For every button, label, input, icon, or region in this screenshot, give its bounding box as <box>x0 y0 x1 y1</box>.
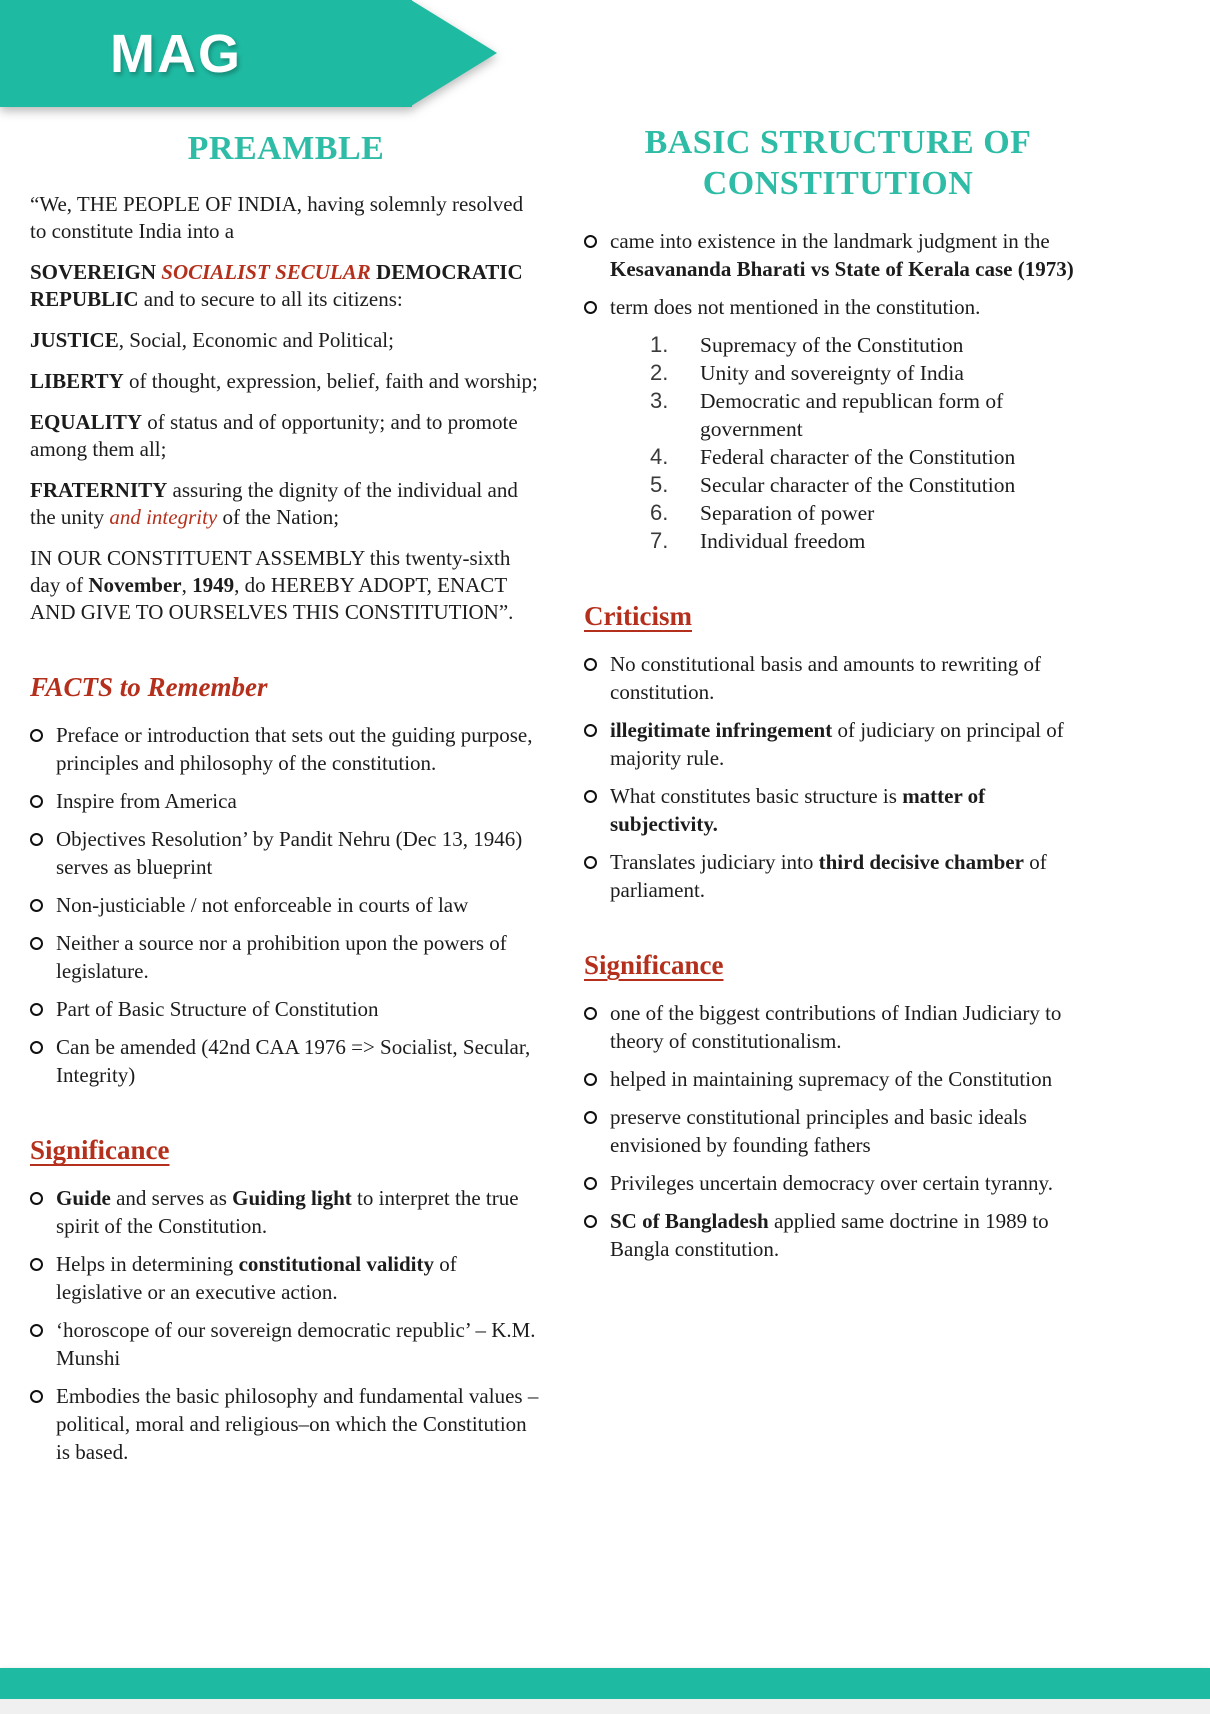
list-item-text: came into existence in the landmark judgment in the Kesavananda Bharati vs State of Kerala case (1973) <box>610 228 1074 281</box>
numbered-list-item <box>650 499 1092 527</box>
list-item-text: Can be amended (42nd CAA 1976 => Socialist, Secular, Integrity) <box>56 1035 536 1088</box>
list-item <box>30 787 542 815</box>
list-item-text: Non-justiciable / not enforceable in courts of law <box>56 893 469 918</box>
paragraph: LIBERTY of thought, expression, belief, faith and worship; <box>30 369 538 394</box>
list-item-text: ‘horoscope of our sovereign democratic republic’ – K.M. Munshi <box>56 1318 541 1371</box>
list-item-text: No constitutional basis and amounts to rewriting of constitution. <box>610 651 1047 704</box>
list-item-text: one of the biggest contributions of Indian Judiciary to theory of constitutionalism. <box>610 1000 1067 1053</box>
basic-structure-numbered-list <box>650 331 1092 555</box>
criticism-bullet-list <box>584 650 1092 904</box>
circle-bullet-icon <box>30 795 43 808</box>
circle-bullet-icon <box>30 833 43 846</box>
right-significance-bullet-list <box>584 999 1092 1263</box>
list-item-text: What constitutes basic structure is matter of subjectivity. <box>610 783 991 836</box>
circle-bullet-icon <box>30 1324 43 1337</box>
list-item <box>584 1103 1092 1159</box>
list-item-text: term does not mentioned in the constitution. <box>610 294 981 319</box>
circle-bullet-icon <box>30 729 43 742</box>
list-item-text: Individual freedom <box>700 528 866 553</box>
paragraph: FRATERNITY assuring the dignity of the individual and the unity and integrity of the Nation; <box>30 478 524 530</box>
list-item <box>584 999 1092 1055</box>
circle-bullet-icon <box>584 301 597 314</box>
facts-bullet-list <box>30 721 542 1089</box>
list-item-number: 6. <box>650 499 669 525</box>
circle-bullet-icon <box>30 937 43 950</box>
circle-bullet-icon <box>584 1215 597 1228</box>
circle-bullet-icon <box>30 1041 43 1054</box>
list-item-number: 3. <box>650 387 669 413</box>
paragraph: JUSTICE, Social, Economic and Political; <box>30 328 394 353</box>
header-banner <box>0 0 412 107</box>
list-item <box>584 1169 1092 1197</box>
list-item-number: 7. <box>650 527 669 553</box>
paragraph: SOVEREIGN SOCIALIST SECULAR DEMOCRATIC REPUBLIC and to secure to all its citizens: <box>30 260 528 312</box>
list-item <box>584 782 1092 838</box>
page-bottom-strip <box>0 1699 1210 1714</box>
list-item-number: 5. <box>650 471 669 497</box>
list-item <box>584 650 1092 706</box>
left-significance-heading: Significance <box>30 1135 170 1166</box>
criticism-heading: Criticism <box>584 600 692 631</box>
list-item <box>30 1033 542 1089</box>
circle-bullet-icon <box>584 658 597 671</box>
list-item-text: Democratic and republican form of government <box>700 388 1009 441</box>
list-item-text: Inspire from America <box>56 789 237 814</box>
circle-bullet-icon <box>584 1007 597 1020</box>
circle-bullet-icon <box>584 724 597 737</box>
circle-bullet-icon <box>584 235 597 248</box>
list-item <box>30 1184 542 1240</box>
list-item-text: Preface or introduction that sets out the guiding purpose, principles and philosophy of the constitution. <box>56 723 538 776</box>
list-item-text: Neither a source nor a prohibition upon the powers of legislature. <box>56 931 513 984</box>
preamble-title: PREAMBLE <box>187 130 385 167</box>
numbered-list-item <box>650 443 1092 471</box>
numbered-list-item <box>650 527 1092 555</box>
paragraph: IN OUR CONSTITUENT ASSEMBLY this twenty-sixth day of November, 1949, do HEREBY ADOPT, ENACT AND GIVE TO OURSELVES THIS CONSTITUTION”. <box>30 546 516 625</box>
list-item <box>30 1250 542 1306</box>
brand-logo: MAG <box>110 23 242 84</box>
list-item-text: Unity and sovereignty of India <box>700 360 964 385</box>
list-item <box>30 825 542 881</box>
numbered-list-item <box>650 331 1092 359</box>
facts-heading: FACTS to Remember <box>30 672 268 703</box>
list-item-text: helped in maintaining supremacy of the Constitution <box>610 1066 1053 1091</box>
circle-bullet-icon <box>30 1192 43 1205</box>
list-item <box>30 891 542 919</box>
list-item <box>30 1382 542 1466</box>
list-item-text: Privileges uncertain democracy over certain tyranny. <box>610 1170 1053 1195</box>
list-item-number: 2. <box>650 359 669 385</box>
circle-bullet-icon <box>584 1073 597 1086</box>
circle-bullet-icon <box>584 1111 597 1124</box>
list-item <box>584 1065 1092 1093</box>
list-item-text: SC of Bangladesh applied same doctrine in 1989 to Bangla constitution. <box>610 1208 1054 1261</box>
list-item-text: Objectives Resolution’ by Pandit Nehru (Dec 13, 1946) serves as blueprint <box>56 827 528 880</box>
banner-arrow-shape <box>411 0 497 106</box>
list-item <box>30 1316 542 1372</box>
list-item-text: Part of Basic Structure of Constitution <box>56 997 379 1022</box>
left-significance-bullet-list <box>30 1184 542 1466</box>
list-item <box>584 227 1092 283</box>
numbered-list-item <box>650 471 1092 499</box>
list-item <box>584 716 1092 772</box>
list-item-text: illegitimate infringement of judiciary on principal of majority rule. <box>610 717 1069 770</box>
paragraph: EQUALITY of status and of opportunity; and to promote among them all; <box>30 410 523 462</box>
circle-bullet-icon <box>30 1390 43 1403</box>
preamble-paragraphs <box>30 191 542 626</box>
list-item-text: Helps in determining constitutional validity of legislative or an executive action. <box>56 1252 463 1305</box>
list-item-text: preserve constitutional principles and basic ideals envisioned by founding fathers <box>610 1104 1033 1157</box>
footer-bar <box>0 1668 1210 1699</box>
right-significance-heading: Significance <box>584 949 724 980</box>
list-item-number: 1. <box>650 331 669 357</box>
list-item-text: Separation of power <box>700 500 875 525</box>
list-item <box>584 848 1092 904</box>
circle-bullet-icon <box>584 1177 597 1190</box>
banner-rectangle <box>0 0 412 107</box>
list-item <box>30 995 542 1023</box>
list-item-text: Secular character of the Constitution <box>700 472 1016 497</box>
paragraph: “We, THE PEOPLE OF INDIA, having solemnly resolved to constitute India into a <box>30 192 529 244</box>
list-item <box>584 293 1092 321</box>
list-item-text: Supremacy of the Constitution <box>700 332 964 357</box>
circle-bullet-icon <box>30 1258 43 1271</box>
numbered-list-item <box>650 359 1092 387</box>
basic-structure-intro-list <box>584 227 1092 321</box>
circle-bullet-icon <box>30 1003 43 1016</box>
circle-bullet-icon <box>584 790 597 803</box>
list-item-text: Guide and serves as Guiding light to interpret the true spirit of the Constitution. <box>56 1186 524 1239</box>
list-item-text: Federal character of the Constitution <box>700 444 1016 469</box>
list-item-text: Translates judiciary into third decisive chamber of parliament. <box>610 849 1052 902</box>
list-item-number: 4. <box>650 443 669 469</box>
basic-structure-title: BASIC STRUCTURE OF CONSTITUTION <box>644 124 1032 203</box>
list-item <box>30 721 542 777</box>
right-column <box>584 122 1092 1273</box>
circle-bullet-icon <box>584 856 597 869</box>
numbered-list-item <box>650 387 1092 443</box>
circle-bullet-icon <box>30 899 43 912</box>
left-column <box>30 128 542 1476</box>
list-item <box>584 1207 1092 1263</box>
list-item-text: Embodies the basic philosophy and fundamental values – political, moral and religious–on which the Constitution is based. <box>56 1384 544 1465</box>
list-item <box>30 929 542 985</box>
